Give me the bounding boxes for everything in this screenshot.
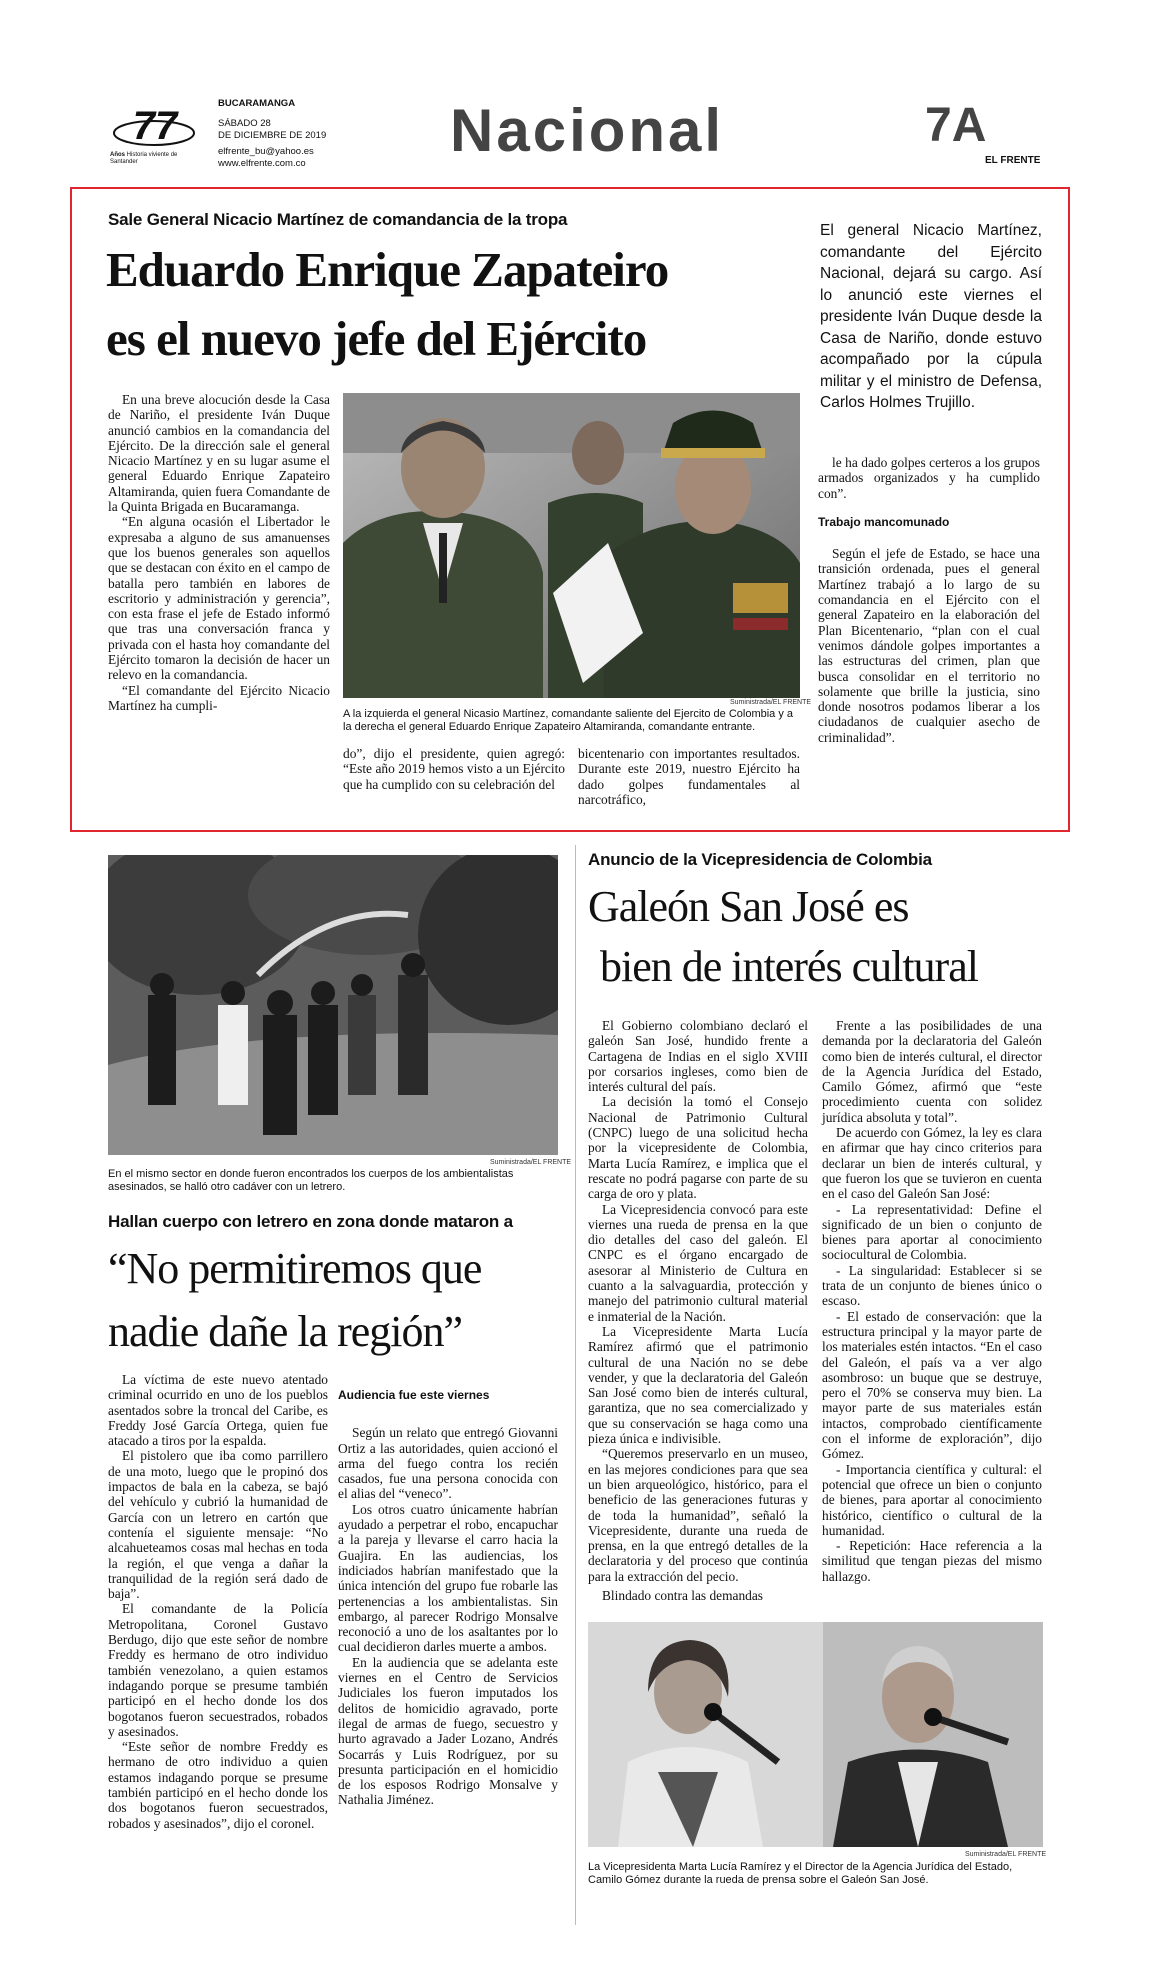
story3-photo-credit: Suministrada/EL FRENTE [965, 1851, 1047, 1858]
website-link[interactable]: www.elfrente.com.co [218, 158, 306, 169]
story1-subhead: Trabajo mancomunado [818, 514, 950, 529]
svg-text:77: 77 [132, 104, 178, 147]
paragraph: En la audiencia que se adelanta este viernes en el Centro de Servicios Judiciales los fueron imputados los delitos de homicidio agravado, porte ilegal de armas de fuego, secuestro y hurto agravado a Jader Lozano, Andrés Socarrás y Luis Rodríguez, por su presunta participación en el homicidio de los esposos Rodrigo Monsalve y Nathalia Jiménez. [338, 1654, 558, 1808]
story1-kicker: Sale General Nicacio Martínez de comandancia de la tropa [108, 210, 568, 229]
story2-photo-caption: En el mismo sector en donde fueron encontrados los cuerpos de los ambientalistas asesinados, se halló otro cadáver con un letrero. [108, 1168, 514, 1193]
page-number: 7A [925, 99, 987, 152]
paragraph: Frente a las posibilidades de una demanda por la declaratoria del Galeón como bien de interés cultural, el director de la Agencia Jurídica del Estado, Camilo Gómez, afirmó que “este procedimiento cuenta con solidez jurídica absoluta y total”. [822, 1018, 1042, 1125]
story3-photo-caption: La Vicepresidenta Marta Lucía Ramírez y el Director de la Agencia Jurídica del Estado, Camilo Gómez durante la rueda de prensa sobre el Galeón San José. [588, 1861, 1013, 1886]
date-line-1: SÁBADO 28 [218, 118, 271, 129]
contact-email[interactable]: elfrente_bu@yahoo.es [218, 146, 314, 157]
story3-kicker: Anuncio de la Vicepresidencia de Colombia [588, 850, 932, 869]
paragraph: Según un relato que entregó Giovanni Ortiz a las autoridades, quien accionó el arma del fuego contra los recién casados, fue una persona conocida con el alias del “veneco”. [338, 1425, 558, 1502]
story1-column-4 [818, 455, 1040, 745]
section-title: Nacional [450, 97, 725, 164]
paragraph: El Gobierno colombiano declaró el galeón San José, hundido frente a Cartagena de Indias en el siglo XVIII por corsarios ingleses, como bien de interés cultural del país. [588, 1018, 808, 1095]
story2-subhead: Audiencia fue este viernes [338, 1388, 490, 1402]
paragraph: La decisión la tomó el Consejo Nacional de Patrimonio Cultural (CNPC) luego de una solicitud hecha por la vicepresidente de Colombia, Marta Lucía Ramírez, e implica que el rescate no podrá pagarse con parte de su carga de oro y plata. [588, 1094, 808, 1202]
story3-column-2 [822, 1018, 1042, 1584]
city-label: BUCARAMANGA [218, 98, 296, 109]
story1-column-2 [343, 746, 565, 792]
paragraph: do”, dijo el presidente, quien agregó: “Este año 2019 hemos visto a un Ejército que ha cumplido con su celebración del [343, 746, 565, 792]
paper-name: EL FRENTE [985, 155, 1041, 166]
logo-years-label: Años [110, 152, 125, 158]
generals-photo [343, 393, 800, 698]
paragraph: - La representatividad: Define el significado de un bien o conjunto de bienes para aportar al conocimiento sociocultural de Colombia. [822, 1201, 1042, 1263]
paragraph: Según el jefe de Estado, se hace una transición ordenada, pues el general Martínez trabajó a lo largo de su comandancia en el Ejército con el general Zapateiro en la elaboración del Plan Bicentenario, “plan con el cual venimos dándole golpes importantes a las estructuras del crimen, plan que busca consolidar en el territorio no solamente que brille la justicia, sino donde nosotros podamos liberar a los ciudadanos de cualquier asecho de criminalidad”. [818, 546, 1040, 745]
story2-photo-credit: Suministrada/EL FRENTE [490, 1159, 572, 1166]
paragraph: En una breve alocución desde la Casa de Nariño, el presidente Iván Duque anunció cambios en la comandancia del Ejército. De la dirección sale el general Nicacio Martínez y en su lugar asume el general Eduardo Enrique Zapateiro Altamiranda, quien fuera Comandante de la Quinta Brigada en Bucaramanga. [108, 392, 330, 515]
paragraph: “En alguna ocasión el Libertador le expresaba a alguno de sus amanuenses que los buenos generales son aquellos que se destacan con éxito en el campo de batalla pero también en labores de escritorio y administración y gerencia”, con esta frase el jefe de Estado informó que tras una conversación franca y privada con el hasta hoy comandante del Ejército tomaron la decisión de hacer un relevo en la comandancia. [108, 514, 330, 683]
story2-kicker: Hallan cuerpo con letrero en zona donde mataron a [108, 1212, 513, 1231]
story2-column-2 [338, 1388, 558, 1808]
story1-headline-1: Eduardo Enrique Zapateiro [106, 242, 669, 297]
date-line-2: DE DICIEMBRE DE 2019 [218, 130, 327, 141]
paragraph: El pistolero que iba como parrillero de una moto, luego que le propinó dos impactos de bala en la cabeza, se bajó del vehículo y cubrió la humanidad de García con un letrero en cartón que contenía el siguiente mensaje: “No alcahueteamos cosas mal hechas en toda la región, el que venga a dañar la tranquilidad de la región será dado de baja”. [108, 1448, 328, 1602]
paragraph: “El comandante del Ejército Nicacio Martínez ha cumpli- [108, 682, 330, 713]
paragraph: - Importancia científica y cultural: el potencial que ofrece un bien o conjunto de bienes, para aportar al conocimiento histórico, científico o cultural de la humanidad. [822, 1461, 1042, 1538]
story1-photo-caption: A la izquierda el general Nicasio Martínez, comandante saliente del Ejercito de Colombia y a la derecha el general Eduardo Enrique Zapateiro Altamiranda, comandante entrante. [343, 708, 794, 733]
story2-headline-2: nadie dañe la región” [108, 1307, 463, 1356]
paragraph: Los otros cuatro únicamente habrían ayudado a perpetrar el robo, encapuchar a la pareja y llevarse el carro hacia la Guajira. En las audiencias, los indiciados habrían manifestado que la única intención del grupo fue robarle las pertenencias a los ambientalistas. Sin embargo, al parecer Rodrigo Monsalve reconoció a uno de los asaltantes por lo cual decidieron darles muerte a ambos. [338, 1501, 558, 1655]
paragraph: El comandante de la Policía Metropolitana, Coronel Gustavo Berdugo, dijo que este señor de nombre Freddy es hermano de otro individuo también venezolano, a quien estamos indagando porque se presume también participó en el hecho donde los dos bogotanos fueron secuestrados, robados y asesinados. [108, 1601, 328, 1739]
paragraph: - La singularidad: Establecer si se trata de un conjunto de bienes único o escaso. [822, 1262, 1042, 1309]
crime-scene-photo [108, 855, 558, 1155]
story1-column-3 [578, 746, 800, 807]
paragraph: De acuerdo con Gómez, la ley es clara en afirmar que hay cinco criterios para declarar un bien de interés cultural, y que fueron los que se tuvieron en cuenta en el caso del Galeón San José: [822, 1125, 1042, 1202]
story1-photo-credit: Suministrada/EL FRENTE [730, 699, 812, 706]
paragraph: - Repetición: Hace referencia a la similitud que tengan piezas del mismo hallazgo. [822, 1538, 1042, 1584]
story2-column-1 [108, 1372, 328, 1831]
paragraph: le ha dado golpes certeros a los grupos armados organizados y ha cumplido con”. [818, 455, 1040, 501]
story2-headline-1: “No permitiremos que [108, 1244, 482, 1293]
paragraph: “Este señor de nombre Freddy es hermano de otro individuo a quien estamos indagando porque se presume también participó en el hecho donde los dos bogotanos fueron secuestrados, robados y asesinados”, dijo el coronel. [108, 1739, 328, 1831]
paragraph: La Vicepresidencia convocó para este viernes una rueda de prensa en la que dio detalles del caso del galeón. El CNPC es el órgano encargado de asesorar al Ministerio de Cultura en cuanto a la salvaguardia, protección y manejo del patrimonio cultural material e inmaterial de la Nación. [588, 1201, 808, 1324]
column-divider [575, 845, 576, 1925]
anniversary-logo-icon [110, 103, 200, 147]
paragraph: “Queremos preservarlo en un museo, en las mejores condiciones para que sea un bien arqueológico, histórico, para el beneficio de las generaciones futuras y de toda la humanidad”, señaló la Vicepresidente, durante una rueda de prensa, en la que entregó detalles de la declaratoria y del proceso que continúa para la extracción del pecio. [588, 1446, 808, 1584]
story3-headline-1: Galeón San José es [588, 882, 909, 931]
logo-tagline: Historia viviente de Santander [110, 152, 178, 165]
story1-headline-2: es el nuevo jefe del Ejército [106, 311, 647, 366]
story1-column-1 [108, 392, 330, 713]
press-conference-photo [588, 1622, 1043, 1847]
paragraph: La Vicepresidente Marta Lucía Ramírez afirmó que el patrimonio cultural de una Nación no se debe vender, y que la declaratoria del Galeón San José como bien de interés cultural, garantiza, que no sea comercializado y que su conservación se haga como una pieza única e indivisible. [588, 1323, 808, 1447]
story3-column-subhead: Blindado contra las demandas [602, 1587, 764, 1603]
paragraph: - El estado de conservación: que la estructura principal y la mayor parte de los materiales estén intactos. “En el caso del Galeón, el país va a ver algo asombroso: un buque que se destruye, pero el 70% se conserva muy bien. La mayor parte de sus materiales están intactos, comprobado científicamente con el informe de exploración”, dijo Gómez. [822, 1308, 1042, 1462]
story3-headline-2: bien de interés cultural [600, 942, 978, 991]
anniversary-logo [110, 103, 200, 165]
story3-column-1 [588, 1018, 808, 1603]
paragraph: La víctima de este nuevo atentado criminal ocurrido en uno de los pueblos asentados sobre la troncal del Caribe, es Freddy José García Ortega, quien fue atacado a tiros por la espalda. [108, 1372, 328, 1449]
paragraph: bicentenario con importantes resultados. Durante este 2019, nuestro Ejército ha dado golpes fundamentales al narcotráfico, [578, 746, 800, 807]
story1-lead: El general Nicacio Martínez, comandante del Ejército Nacional, dejará su cargo. Así lo anunció este viernes el presidente Iván Duque desde la Casa de Nariño, donde estuvo acompañado por la cúpula militar y el ministro de Defensa, Carlos Holmes Trujillo. [820, 222, 1042, 411]
